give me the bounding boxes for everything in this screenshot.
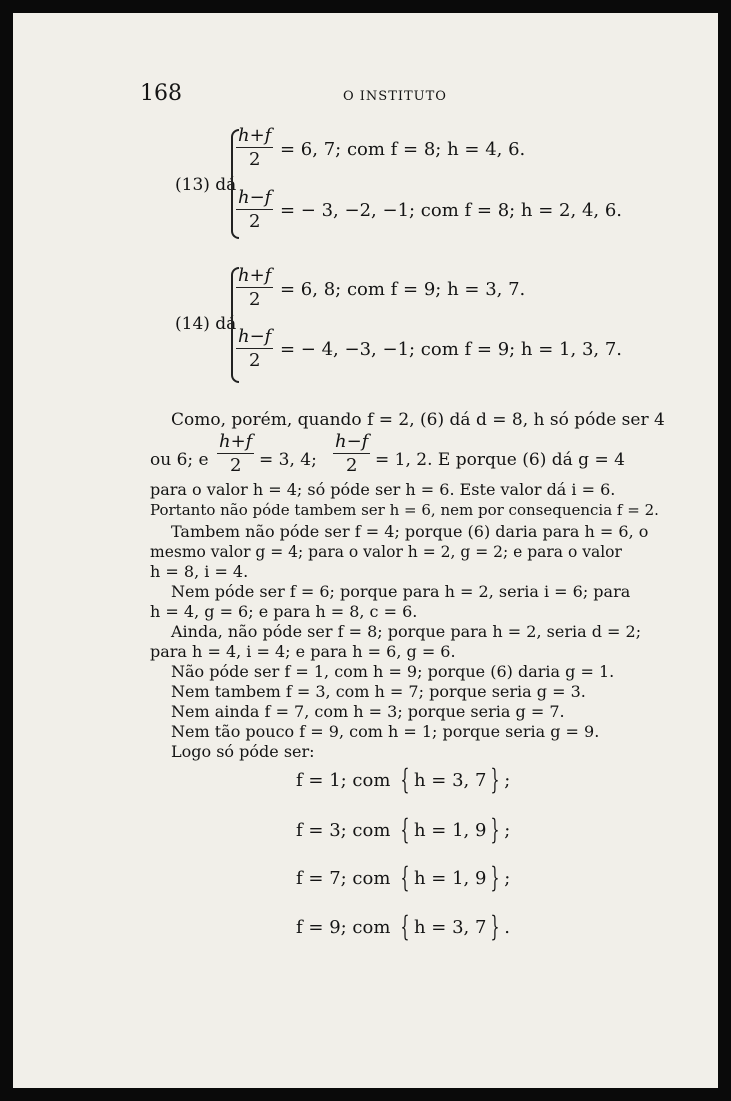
fraction-denominator: 2: [248, 211, 261, 232]
right-brace: }: [490, 910, 500, 943]
text-line: = 1, 2. E porque (6) dá g = 4: [375, 450, 625, 470]
text-line: = 3, 4;: [259, 450, 317, 470]
fraction-numerator: h−f: [335, 431, 369, 452]
text-line: Ainda, não póde ser f = 8; porque para h = 2, seria d = 2;: [171, 622, 642, 641]
equation-text: = − 4, −3, −1; com f = 9; h = 1, 3, 7.: [280, 339, 623, 360]
solution-left: f = 1; com: [296, 770, 391, 791]
fraction: [236, 265, 273, 310]
solution-end: ;: [504, 820, 511, 841]
equation-text: = 6, 7; com f = 8; h = 4, 6.: [280, 139, 526, 160]
fraction: [236, 125, 273, 170]
fraction: [217, 431, 254, 476]
fraction-bar: [333, 453, 370, 454]
right-brace: }: [490, 763, 500, 796]
fraction: [236, 187, 273, 232]
fraction-denominator: 2: [248, 350, 261, 371]
text-line: para h = 4, i = 4; e para h = 6, g = 6.: [150, 642, 456, 661]
solution-end: ;: [504, 868, 511, 889]
solution-end: .: [504, 917, 511, 938]
fraction-numerator: h−f: [238, 187, 272, 208]
solution-line: [296, 763, 510, 796]
text-line: Não póde ser f = 1, com h = 9; porque (6) daria g = 1.: [171, 662, 615, 681]
fraction-bar: [236, 209, 273, 210]
solution-end: ;: [504, 770, 511, 791]
running-title: O INSTITUTO: [343, 89, 447, 104]
solution-left: f = 7; com: [296, 868, 391, 889]
text-line: Nem tambem f = 3, com h = 7; porque seria g = 3.: [171, 682, 586, 701]
right-brace: }: [490, 861, 500, 894]
solution-inner: h = 3, 7: [413, 770, 487, 791]
solution-line: [296, 861, 510, 894]
fraction-bar: [236, 287, 273, 288]
solution-left: f = 9; com: [296, 917, 391, 938]
text-line: Nem póde ser f = 6; porque para h = 2, seria i = 6; para: [171, 582, 631, 601]
fraction-bar: [236, 147, 273, 148]
solution-inner: h = 3, 7: [413, 917, 487, 938]
left-brace: {: [400, 813, 410, 846]
text-line: Como, porém, quando f = 2, (6) dá d = 8, h só póde ser 4: [171, 410, 665, 430]
equation-text: = − 3, −2, −1; com f = 8; h = 2, 4, 6.: [280, 200, 623, 221]
fraction-denominator: 2: [248, 149, 261, 170]
solution-inner: h = 1, 9: [413, 868, 487, 889]
right-brace: }: [490, 813, 500, 846]
solution-line: [296, 910, 510, 943]
fraction-denominator: 2: [248, 289, 261, 310]
fraction-bar: [236, 348, 273, 349]
text-line: para o valor h = 4; só póde ser h = 6. Este valor dá i = 6.: [150, 480, 616, 499]
fraction-denominator: 2: [229, 455, 242, 476]
fraction: [333, 431, 370, 476]
equation-label: (14) dá: [175, 314, 237, 334]
fraction-numerator: h−f: [238, 326, 272, 347]
left-brace: {: [400, 861, 410, 894]
solution-line: [296, 813, 510, 846]
equation-label: (13) dá: [175, 175, 237, 195]
text-line: Logo só póde ser:: [171, 742, 315, 761]
text-line: h = 8, i = 4.: [150, 562, 249, 581]
solution-left: f = 3; com: [296, 820, 391, 841]
fraction-numerator: h+f: [238, 265, 272, 286]
left-brace: {: [400, 910, 410, 943]
text-line: Nem ainda f = 7, com h = 3; porque seria g = 7.: [171, 702, 565, 721]
text-line: Nem tão pouco f = 9, com h = 1; porque seria g = 9.: [171, 722, 600, 741]
fraction-bar: [217, 453, 254, 454]
fraction: [236, 326, 273, 371]
left-brace: {: [400, 763, 410, 796]
text-line: h = 4, g = 6; e para h = 8, c = 6.: [150, 602, 418, 621]
equation-text: = 6, 8; com f = 9; h = 3, 7.: [280, 279, 526, 300]
text-line: ou 6; e: [150, 450, 209, 470]
text-line: Tambem não póde ser f = 4; porque (6) daria para h = 6, o: [171, 522, 649, 541]
solution-inner: h = 1, 9: [413, 820, 487, 841]
page: [13, 13, 718, 1088]
page-number: 168: [140, 81, 182, 106]
fraction-denominator: 2: [345, 455, 358, 476]
fraction-numerator: h+f: [238, 125, 272, 146]
fraction-numerator: h+f: [219, 431, 253, 452]
text-line: Portanto não póde tambem ser h = 6, nem por consequencia f = 2.: [150, 501, 659, 519]
text-line: mesmo valor g = 4; para o valor h = 2, g = 2; e para o valor: [150, 543, 622, 561]
